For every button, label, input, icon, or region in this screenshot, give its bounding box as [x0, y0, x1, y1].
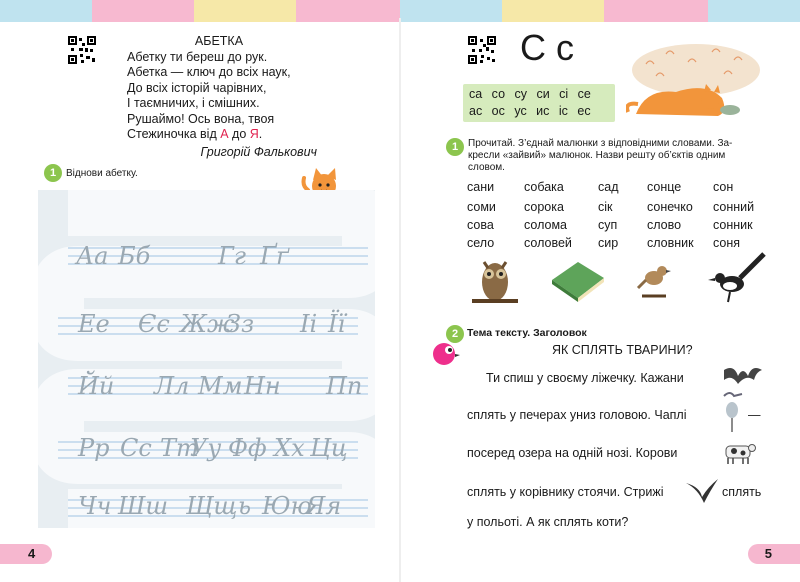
letter-pair: Жж [180, 310, 235, 338]
alphabet-row [38, 372, 375, 402]
winding-road [38, 190, 375, 528]
letter-heading: С с [520, 27, 574, 68]
nightingale-icon[interactable] [636, 258, 672, 300]
swift-icon [684, 477, 720, 505]
alphabet-row [38, 310, 375, 340]
letter-pair: Пп [326, 372, 363, 400]
word: солома [524, 218, 567, 232]
task-number-badge: 1 [44, 164, 62, 182]
word: слово [647, 218, 682, 232]
letter-pair: Зз [226, 310, 255, 338]
owl-icon[interactable] [470, 252, 520, 306]
syllable-row: ас ос ус ис іс ес [469, 104, 591, 118]
word: сад [598, 180, 619, 194]
letter-pair: Єє [138, 310, 170, 338]
alphabet-row [38, 492, 375, 522]
alphabet-row [38, 242, 375, 272]
bat-icon [722, 362, 764, 386]
letter-pair: Ґґ [260, 242, 289, 270]
sleeping-cat-icon [626, 40, 776, 118]
word: словник [647, 236, 694, 250]
word: суп [598, 218, 618, 232]
task-line: кресли «зайвий» малюнок. Назви решту об’єктів одним [468, 150, 726, 161]
cow-icon [722, 440, 756, 466]
poem-line: До всіх історій чарівних, [127, 80, 267, 95]
bird-mascot-icon [430, 338, 460, 368]
word: сонце [647, 180, 682, 194]
letter-pair: Хх [274, 434, 305, 462]
text-line: у польоті. А як сплять коти? [467, 515, 629, 529]
alphabet-row [38, 434, 375, 464]
magpie-icon[interactable] [706, 252, 766, 308]
task-label: Тема тексту. Заголовок [467, 327, 587, 339]
letter-pair: Нн [244, 372, 281, 400]
book-icon[interactable] [548, 258, 606, 302]
heron-icon [718, 390, 744, 434]
word: село [467, 236, 495, 250]
letter-pair: ь [238, 492, 252, 520]
letter-pair: Її [328, 310, 346, 338]
task-number-badge: 2 [446, 325, 464, 343]
letter-pair: Юю [262, 492, 312, 520]
word: сонний [713, 200, 755, 214]
word: сорока [524, 200, 564, 214]
text-dash: — [748, 408, 761, 422]
word: сонник [713, 218, 753, 232]
poem-line: Абетку ти береш до рук. [127, 49, 268, 64]
text-line: Ти спиш у своєму ліжечку. Кажани [486, 371, 684, 385]
syllable-box [463, 84, 615, 122]
syllable-row: са со су си сі се [469, 87, 591, 101]
book-spine [399, 18, 401, 582]
poem-author: Григорій Фалькович [200, 144, 317, 159]
letter-pair: Аа [76, 242, 109, 270]
letter-pair: Цц [310, 434, 348, 462]
poem-line: Абетка — ключ до всіх наук, [127, 65, 291, 79]
letter-pair: Гг [218, 242, 247, 270]
text-heading: ЯК СПЛЯТЬ ТВАРИНИ? [552, 343, 693, 357]
letter-pair: Тт [160, 434, 199, 462]
letter-a: А [220, 127, 229, 141]
poem-last-line [127, 127, 327, 143]
word: сани [467, 180, 495, 194]
qr-code-icon[interactable] [68, 36, 96, 64]
letter-pair: Бб [118, 242, 151, 270]
text-line: сплять у корівнику стоячи. Стрижі [467, 485, 664, 499]
qr-code-icon[interactable] [468, 36, 496, 64]
letter-pair: Уу [190, 434, 222, 462]
letter-pair: Іі [300, 310, 318, 338]
letter-pair: Лл [154, 372, 190, 400]
poem-title: АБЕТКА [194, 34, 244, 48]
letter-pair: Чч [78, 492, 112, 520]
word: соня [713, 236, 741, 250]
poem [127, 34, 327, 160]
text-line: посеред озера на одній нозі. Корови [467, 446, 678, 460]
word: соловей [524, 236, 572, 250]
poem-line: І таємничих, і смішних. [127, 96, 260, 110]
letter-pair: Фф [228, 434, 267, 462]
word: сонечко [647, 200, 693, 214]
letter-pair: Щщ [186, 492, 238, 520]
page-number-right: 5 [748, 544, 800, 564]
word: собака [524, 180, 564, 194]
letter-pair: Яя [306, 492, 342, 520]
poem-line-end: . [258, 127, 263, 141]
word: сова [467, 218, 494, 232]
text-line: сплять у печерах униз головою. Чаплі [467, 408, 687, 422]
letter-pair: Сс [120, 434, 152, 462]
poem-line: Рушаймо! Ось вона, твоя [127, 111, 275, 126]
text-line: сплять [722, 485, 762, 499]
page-number-left: 4 [0, 544, 52, 564]
word: сік [598, 200, 613, 214]
task-line: словом. [468, 162, 505, 173]
letter-pair: Мм [198, 372, 243, 400]
letter-pair: Йй [78, 372, 115, 400]
poem-line-start: Стежиночка від [127, 127, 221, 141]
letter-ya: Я [249, 127, 259, 141]
alphabet-worksheet [38, 190, 375, 528]
task-line: Прочитай. З’єднай малюнки з відповідними словами. За- [468, 138, 733, 149]
letter-pair: Шш [118, 492, 169, 520]
poem-line-middle: до [228, 127, 250, 141]
word: сир [598, 236, 619, 250]
task-number-badge: 1 [446, 138, 464, 156]
letter-pair: Ее [78, 310, 110, 338]
task-instruction [468, 138, 768, 174]
letter-pair: Рр [78, 434, 110, 462]
word: соми [467, 200, 496, 214]
word: сон [713, 180, 734, 194]
task-instruction: Віднови абетку. [66, 168, 138, 179]
